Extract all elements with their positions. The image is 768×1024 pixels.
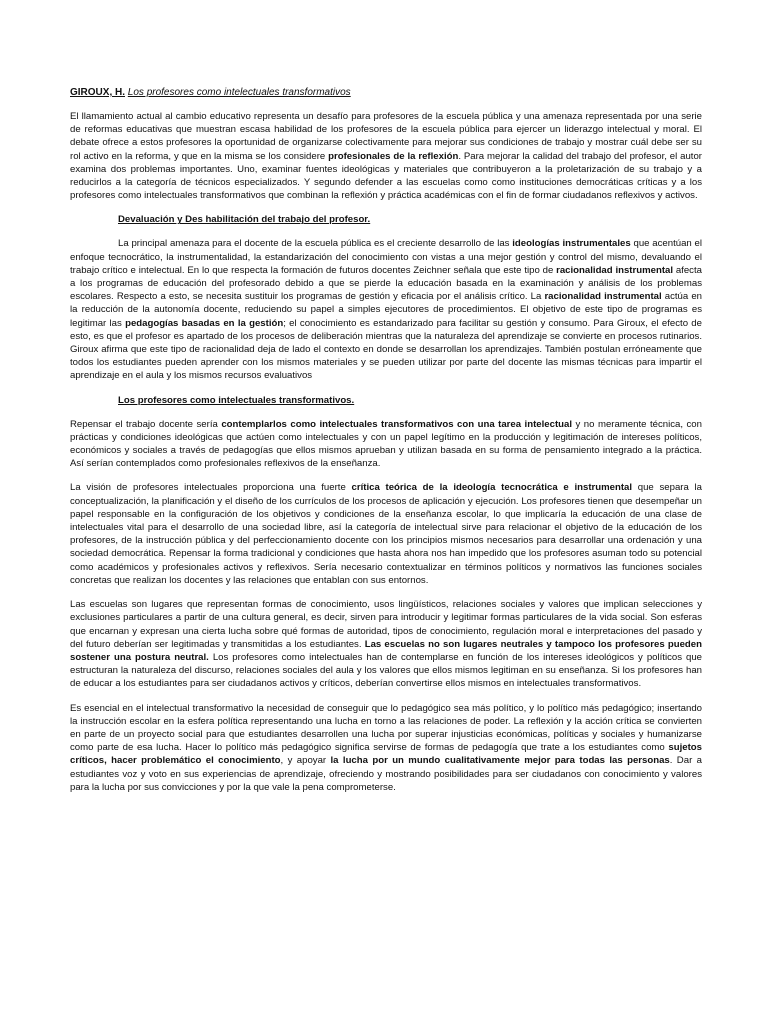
section-heading-devaluacion: Devaluación y Des habilitación del trabajo del profesor. (118, 214, 371, 226)
work-title: Los profesores como intelectuales transformativos (127, 87, 351, 98)
text-run: Las escuelas son lugares que representan formas de conocimiento, usos lingüísticos, relaciones sociales y valores que implican selecciones y exclusiones particulares a partir de una cultura general, es decir, sirven para introducir y legitimar formas particulares de la vida social. Son esferas que encarnan y expresan una cierta lucha sobre qué formas de autoridad, tipos de conocimiento, regulación moral e interpretaciones del pasado y del futuro deberían ser legitimadas y transmitidas a los estudiantes. (70, 599, 702, 650)
bold-term: racionalidad instrumental (556, 264, 674, 276)
text-run: y no meramente técnica, con prácticas y condiciones ideológicas que actúen como intelectuales y con un papel legítimo en la producción y legitimación de intereses políticos, económicos y sociales a través de pedagogías que ellos mismos aprueban y utilizan basada en su forma de pensamiento integrado a la práctica. Así serían contemplados como profesionales reflexivos de la enseñanza. (70, 418, 702, 470)
text-run: afecta a los programas de educación del profesorado debido a que se pierde la educación basada en la examinación y análisis de los problemas escolares. Respecto a esto, se necesita sustituir los programas de gestión y eficacia por el análisis crítico. La (70, 264, 702, 303)
bold-term: sujetos críticos, hacer problemático el conocimiento (70, 742, 702, 767)
section-heading-intelectuales: Los profesores como intelectuales transformativos. (118, 394, 355, 406)
text-run: ; el conocimiento es estandarizado para facilitar su gestión y consumo. Para Giroux, el efecto de esto, es que el profesor es apartado de los procesos de deliberación mientras que la naturaleza del aprendizaje se convierte en procesos rutinarios. Giroux afirma que este tipo de racionalidad deja de lado el contexto en donde se desarrollan los aprendizajes. También postulan erróneamente que todos los estudiantes pueden aprender con los mismos materiales y se pueden utilizar por parte del docente las mismas técnicas para impartir el aprendizaje en el aula y los mismos recursos evaluativos (70, 317, 702, 382)
text-run: que acentúan el enfoque tecnocrático, la instrumentalidad, la estandarización del conocimiento con vistas a una mejor gestión y control del mismo, devaluando el trabajo crítico e intelectual. En lo que respecta la formación de futuros docentes Zeichner señala que este tipo de (70, 238, 702, 276)
author-name: GIROUX, H. (70, 87, 126, 98)
devaluacion-paragraph (70, 237, 702, 382)
intro-paragraph (70, 110, 702, 202)
escuelas-paragraph (70, 598, 702, 690)
repensar-paragraph (70, 418, 702, 471)
bold-term: crítica teórica de la ideología tecnocrática e instrumental (351, 482, 633, 494)
text-run: actúa en la reducción de la autonomía docente, reduciendo su papel a simples ejecutores de procedimientos. El objetivo de este tipo de programas es legitimar las (70, 291, 702, 329)
esencial-paragraph (70, 702, 702, 794)
text-run: , y apoyar (280, 755, 331, 767)
document-title (70, 86, 702, 99)
bold-term: profesionales de la reflexión (328, 150, 459, 162)
bold-term: la lucha por un mundo cualitativamente mejor para todas las personas (330, 755, 670, 767)
bold-term: Las escuelas no son lugares neutrales y tampoco los profesores pueden sostener una postura neutral. (70, 638, 702, 663)
text-run: que separa la conceptualización, la planificación y el diseño de los currículos de los procesos de aplicación y ejecución. Los profesores tienen que desempeñar un papel responsable en la configuración de los objetivos y condiciones de la enseñanza escolar, lo que implicaría la educación de una clase de intelectuales vital para el desarrollo de una sociedad libre, así la categoría de intelectual sirve para relacionar el objetivo de la educación de los profesores, de la instrucción pública y del perfeccionamiento docente con los principios mismos necesarios para desarrollar una ordenación y una sociedad democrática. Repensar la forma tradicional y condiciones que hasta ahora nos han impedido que los profesores asuman todo su potencial como académicos y profesionales activos y reflexivos. Sería necesario contextualizar en términos políticos y normativos las funciones sociales concretas que realizan los docentes y las relaciones que entablan con sus entornos. (70, 482, 703, 586)
text-run: El llamamiento actual al cambio educativo representa un desafío para profesores de la escuela pública y una amenaza representada por una serie de reformas educativas que muestran escasa habilidad de los profesores de la escuela pública para ejercer un liderazgo intelectual y moral. El debate ofrece a estos profesores la oportunidad de organizarse colectivamente para mejorar sus condiciones de trabajo y mostrar cuál debe ser su rol activo en la reforma, y que en la misma se los considere (70, 111, 702, 162)
text-run: Es esencial en el intelectual transformativo la necesidad de conseguir que lo pedagógico sea más político, y lo político más pedagógico; insertando la instrucción escolar en la esfera política representando una lucha en torno a las relaciones de poder. La reflexión y la acción crítica se convierten en parte de un proyecto social para que estudiantes desarrollen una lucha por superar injusticias económicas, políticas y sociales y humanizarse como parte de esa lucha. Hacer lo político más pedagógico significa servirse de formas de pedagogía que trate a los estudiantes como (70, 702, 702, 754)
text-run: Repensar el trabajo docente sería (70, 418, 222, 430)
bold-term: contemplarlos como intelectuales transformativos con una tarea intelectual (221, 418, 573, 430)
bold-term: pedagogías basadas en la gestión (125, 317, 284, 329)
text-run: La visión de profesores intelectuales proporciona una fuerte (70, 482, 352, 494)
vision-paragraph (70, 481, 702, 587)
text-run: . Para mejorar la calidad del trabajo del profesor, el autor examina dos problemas importantes. Uno, examinar fuentes ideológicas y materiales que contribuyeron a la proletarización de su trabajo y a reducirlos a la categoría de técnicos especializados. Y segundo defender a las escuelas como como instituciones democráticas críticas y a los profesores como intelectuales transformativos que combinan la reflexión y práctica académicas con el fin de formar ciudadanos reflexivos y activos. (70, 150, 702, 202)
bold-term: ideologías instrumentales (512, 238, 631, 250)
text-run: . Dar a estudiantes voz y voto en sus experiencias de aprendizaje, ofreciendo y mostrando posibilidades para ser ciudadanos con conocimiento y valores para la lucha por sus convicciones y por la que vale la pena comprometerse. (70, 755, 702, 793)
bold-term: racionalidad instrumental (544, 291, 662, 303)
text-run: La principal amenaza para el docente de la escuela pública es el creciente desarrollo de las (118, 238, 513, 250)
text-run: Los profesores como intelectuales han de contemplarse en función de los intereses ideológicos y políticos que estructuran la naturaleza del discurso, relaciones sociales del aula y los valores que ellos mismos legitiman en su enseñanza. Si los profesores han de educar a los estudiantes para ser ciudadanos activos y críticos, deberían convertirse ellos mismos en intelectuales transformativos. (70, 651, 703, 690)
